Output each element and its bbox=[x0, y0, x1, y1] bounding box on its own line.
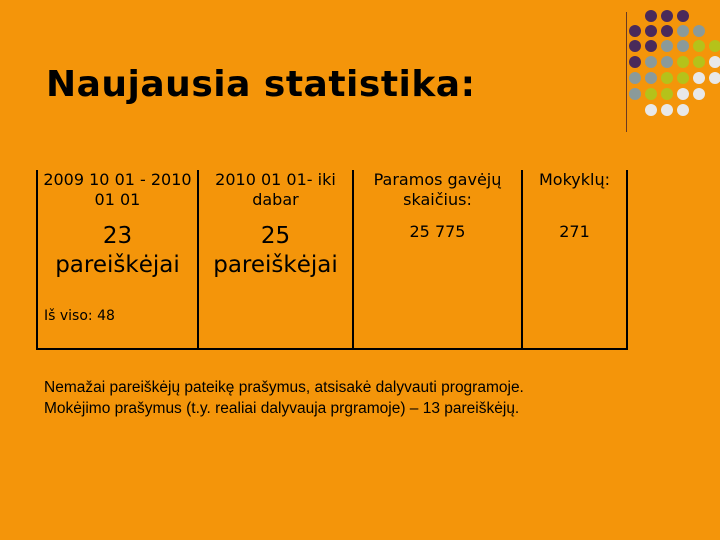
dot bbox=[629, 56, 641, 68]
dot bbox=[645, 10, 657, 22]
note-line-1: Nemažai pareiškėjų pateikę prašymus, atsisakė dalyvauti programoje. bbox=[44, 379, 524, 396]
value-recipients: 25 775 bbox=[353, 222, 522, 349]
dot bbox=[677, 72, 689, 84]
dot bbox=[645, 56, 657, 68]
value-period-2: 25 pareiškėjai bbox=[198, 222, 353, 298]
page-title: Naujausia statistika: bbox=[46, 64, 476, 105]
dot bbox=[661, 56, 673, 68]
dot bbox=[709, 56, 720, 68]
dot bbox=[693, 25, 705, 37]
dot bbox=[661, 10, 673, 22]
total-count: Iš viso: 48 bbox=[37, 298, 198, 349]
dot bbox=[661, 25, 673, 37]
dot bbox=[661, 104, 673, 116]
dot bbox=[677, 25, 689, 37]
statistics-table bbox=[36, 170, 628, 350]
dot bbox=[709, 72, 720, 84]
dot bbox=[645, 40, 657, 52]
dot bbox=[661, 88, 673, 100]
empty-cell bbox=[198, 298, 353, 349]
dot bbox=[645, 72, 657, 84]
dot bbox=[709, 40, 720, 52]
vertical-divider bbox=[626, 12, 627, 132]
dot bbox=[645, 104, 657, 116]
dot bbox=[677, 88, 689, 100]
dot bbox=[629, 88, 641, 100]
dot bbox=[645, 88, 657, 100]
note-text bbox=[44, 377, 524, 419]
dot bbox=[693, 56, 705, 68]
dot bbox=[629, 25, 641, 37]
dot bbox=[661, 72, 673, 84]
dot bbox=[693, 88, 705, 100]
note-line-2: Mokėjimo prašymus (t.y. realiai dalyvauja prgramoje) – 13 pareiškėjų. bbox=[44, 400, 520, 417]
dot bbox=[645, 25, 657, 37]
dot bbox=[629, 40, 641, 52]
dot bbox=[629, 72, 641, 84]
header-recipients: Paramos gavėjų skaičius: bbox=[353, 170, 522, 222]
dot bbox=[693, 72, 705, 84]
value-period-1: 23 pareiškėjai bbox=[37, 222, 198, 298]
value-schools: 271 bbox=[522, 222, 627, 349]
header-schools: Mokyklų: bbox=[522, 170, 627, 222]
dot bbox=[677, 10, 689, 22]
dot bbox=[661, 40, 673, 52]
dot bbox=[677, 56, 689, 68]
header-period-1: 2009 10 01 - 2010 01 01 bbox=[37, 170, 198, 222]
dot bbox=[677, 40, 689, 52]
dot bbox=[693, 40, 705, 52]
header-period-2: 2010 01 01- iki dabar bbox=[198, 170, 353, 222]
dot bbox=[677, 104, 689, 116]
